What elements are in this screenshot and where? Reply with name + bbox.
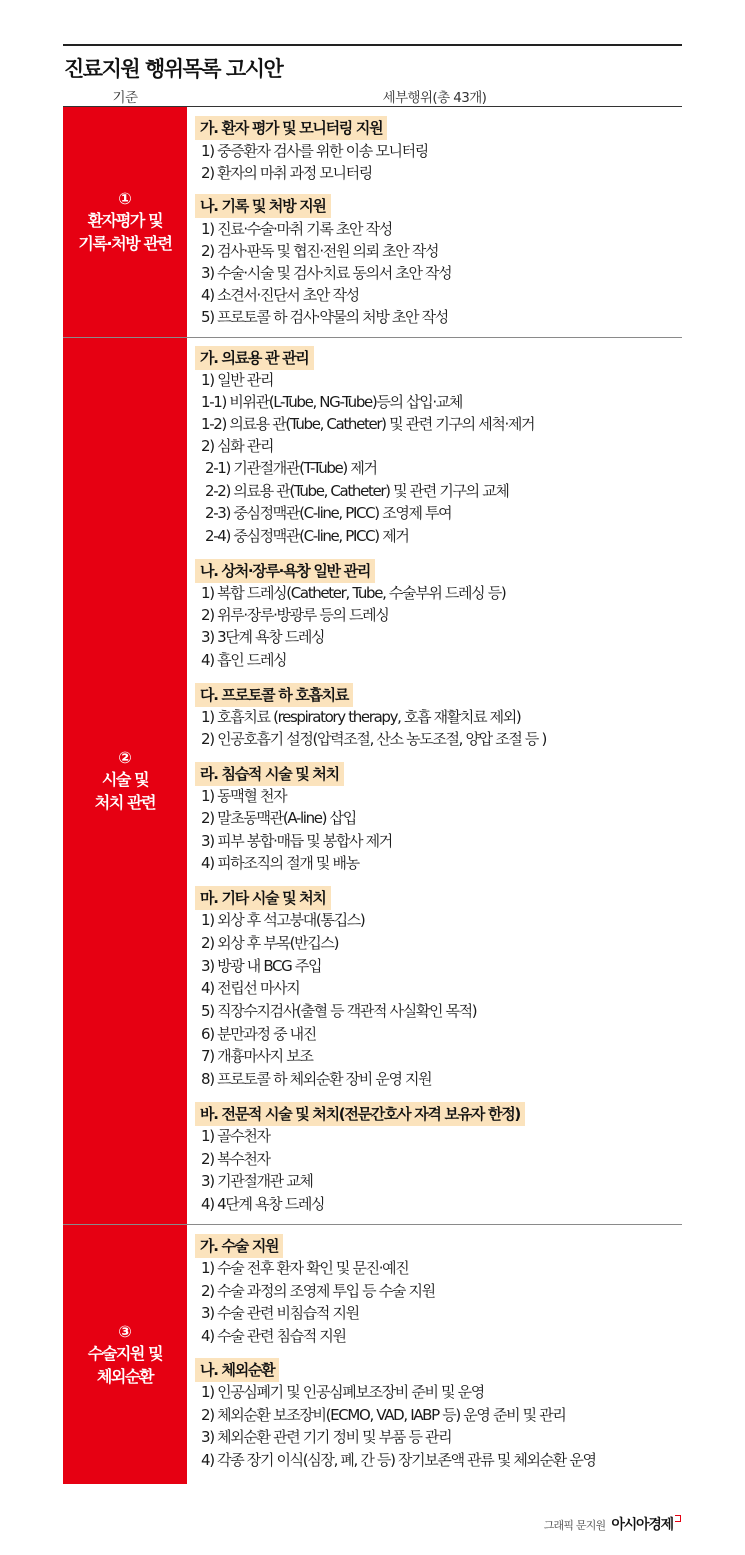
- criterion-label: 기록·처방 관련: [78, 234, 172, 253]
- list-item: 3) 3단계 욕창 드레싱: [201, 628, 325, 646]
- graphic-credit: 그래픽 문지원: [543, 1519, 606, 1532]
- list-item: 2-3) 중심정맥관(C-line, PICC) 조영제 투여: [205, 504, 452, 522]
- criterion-number: ②: [118, 748, 132, 767]
- group-title: 나. 기록 및 처방 지원: [195, 194, 331, 218]
- list-item: 1) 인공심폐기 및 인공심폐보조장비 준비 및 운영: [201, 1383, 484, 1401]
- group-title: 나. 체외순환: [195, 1358, 279, 1382]
- list-item: 1) 외상 후 석고붕대(통깁스): [201, 911, 365, 929]
- list-item: 3) 체외순환 관련 기기 정비 및 부품 등 관리: [201, 1428, 452, 1446]
- list-item: 4) 피하조직의 절개 및 배농: [201, 854, 359, 872]
- list-item: 3) 기관절개관 교체: [201, 1172, 313, 1190]
- list-item: 1) 중증환자 검사를 위한 이송 모니터링: [201, 142, 428, 160]
- criterion-label: 환자평가 및: [87, 211, 163, 230]
- list-item: 5) 프로토콜 하 검사·약물의 처방 초안 작성: [201, 308, 448, 326]
- criterion-cell-2: [63, 338, 187, 1224]
- criterion-label: 수술지원 및: [87, 1343, 163, 1363]
- list-item: 4) 각종 장기 이식(심장, 폐, 간 등) 장기보존액 관류 및 체외순환 운영: [201, 1451, 596, 1469]
- details-column-header: 세부행위(총 43개): [382, 90, 487, 106]
- criterion-label: 시술 및: [101, 770, 149, 789]
- criterion-label: 체외순환: [96, 1366, 154, 1386]
- list-item: 3) 방광 내 BCG 주입: [201, 957, 322, 975]
- criterion-number: ①: [118, 189, 132, 208]
- section-1: [63, 107, 682, 338]
- list-item: 2) 복수천자: [201, 1150, 270, 1168]
- group-title: 바. 전문적 시술 및 처치(전문간호사 자격 보유자 한정): [195, 1102, 525, 1126]
- list-item: 1) 호흡치료 (respiratory therapy, 호흡 재활치료 제외): [201, 708, 521, 726]
- list-item: 2) 인공호흡기 설정(압력조절, 산소 농도조절, 양압 조절 등 ): [201, 730, 546, 748]
- list-item: 2) 환자의 마취 과정 모니터링: [201, 164, 372, 182]
- list-item: 2) 말초동맥관(A-line) 삽입: [201, 809, 356, 827]
- list-item: 1) 골수천자: [201, 1127, 270, 1145]
- criterion-column-header: 기준: [112, 90, 138, 106]
- list-item: 2) 심화 관리: [201, 437, 274, 455]
- group-title: 마. 기타 시술 및 처치: [195, 886, 331, 910]
- list-item: 2) 위루·장루·방광루 등의 드레싱: [201, 606, 389, 624]
- group-title: 다. 프로토콜 하 호흡치료: [195, 683, 353, 707]
- list-item: 2) 검사·판독 및 협진·전원 의뢰 초안 작성: [201, 242, 439, 260]
- page-title: 진료지원 행위목록 고시안: [64, 57, 283, 81]
- brand-name: 아시아경제: [611, 1517, 673, 1533]
- criterion-label: 처치 관련: [94, 793, 156, 812]
- list-item: 5) 직장수지검사(출혈 등 객관적 사실확인 목적): [201, 1002, 477, 1020]
- list-item: 3) 수술·시술 및 검사·치료 동의서 초안 작성: [201, 264, 452, 282]
- section-3: [63, 1225, 682, 1484]
- list-item: 1) 수술 전후 환자 확인 및 문진·예진: [201, 1259, 409, 1277]
- list-item: 2) 수술 과정의 조영제 투입 등 수술 지원: [201, 1282, 435, 1300]
- list-item: 1-2) 의료용 관(Tube, Catheter) 및 관련 기구의 세척·제거: [201, 415, 535, 433]
- section-2: [63, 338, 682, 1225]
- list-item: 4) 수술 관련 침습적 지원: [201, 1327, 346, 1345]
- list-item: 1-1) 비위관(L-Tube, NG-Tube)등의 삽입·교체: [201, 393, 463, 411]
- group-title: 가. 수술 지원: [195, 1234, 283, 1258]
- group-title: 라. 침습적 시술 및 처치: [195, 762, 344, 786]
- list-item: 2-2) 의료용 관(Tube, Catheter) 및 관련 기구의 교체: [205, 482, 509, 500]
- criterion-cell-3: [63, 1225, 187, 1484]
- group-title: 나. 상처·장루·욕창 일반 관리: [195, 559, 375, 583]
- list-item: 4) 4단계 욕창 드레싱: [201, 1195, 325, 1213]
- group-title: 가. 의료용 관 관리: [195, 346, 314, 370]
- list-item: 2) 체외순환 보조장비(ECMO, VAD, IABP 등) 운영 준비 및 관리: [201, 1406, 566, 1424]
- group-title: 가. 환자 평가 및 모니터링 지원: [195, 116, 387, 140]
- list-item: 3) 피부 봉합·매듭 및 봉합사 제거: [201, 832, 392, 850]
- footer: [544, 1514, 681, 1534]
- list-item: 8) 프로토콜 하 체외순환 장비 운영 지원: [201, 1070, 432, 1088]
- list-item: 1) 동맥혈 천자: [201, 787, 287, 805]
- list-item: 2-4) 중심정맥관(C-line, PICC) 제거: [205, 527, 409, 545]
- top-rule: [63, 44, 682, 46]
- list-item: 1) 복합 드레싱(Catheter, Tube, 수술부위 드레싱 등): [201, 584, 506, 602]
- list-item: 1) 일반 관리: [201, 371, 274, 389]
- list-item: 4) 소견서·진단서 초안 작성: [201, 286, 359, 304]
- list-item: 6) 분만과정 중 내진: [201, 1025, 316, 1043]
- criterion-number: ③: [118, 1321, 132, 1341]
- brand-mark-icon: [675, 1515, 681, 1522]
- list-item: 3) 수술 관련 비침습적 지원: [201, 1304, 359, 1322]
- list-item: 7) 개흉마사지 보조: [201, 1047, 313, 1065]
- list-item: 4) 전립선 마사지: [201, 979, 300, 997]
- list-item: 2-1) 기관절개관(T-Tube) 제거: [205, 459, 377, 477]
- list-item: 2) 외상 후 부목(반깁스): [201, 934, 339, 952]
- criterion-cell-1: [63, 107, 187, 337]
- list-item: 1) 진료·수술·마취 기록 초안 작성: [201, 220, 392, 238]
- list-item: 4) 흡인 드레싱: [201, 651, 287, 669]
